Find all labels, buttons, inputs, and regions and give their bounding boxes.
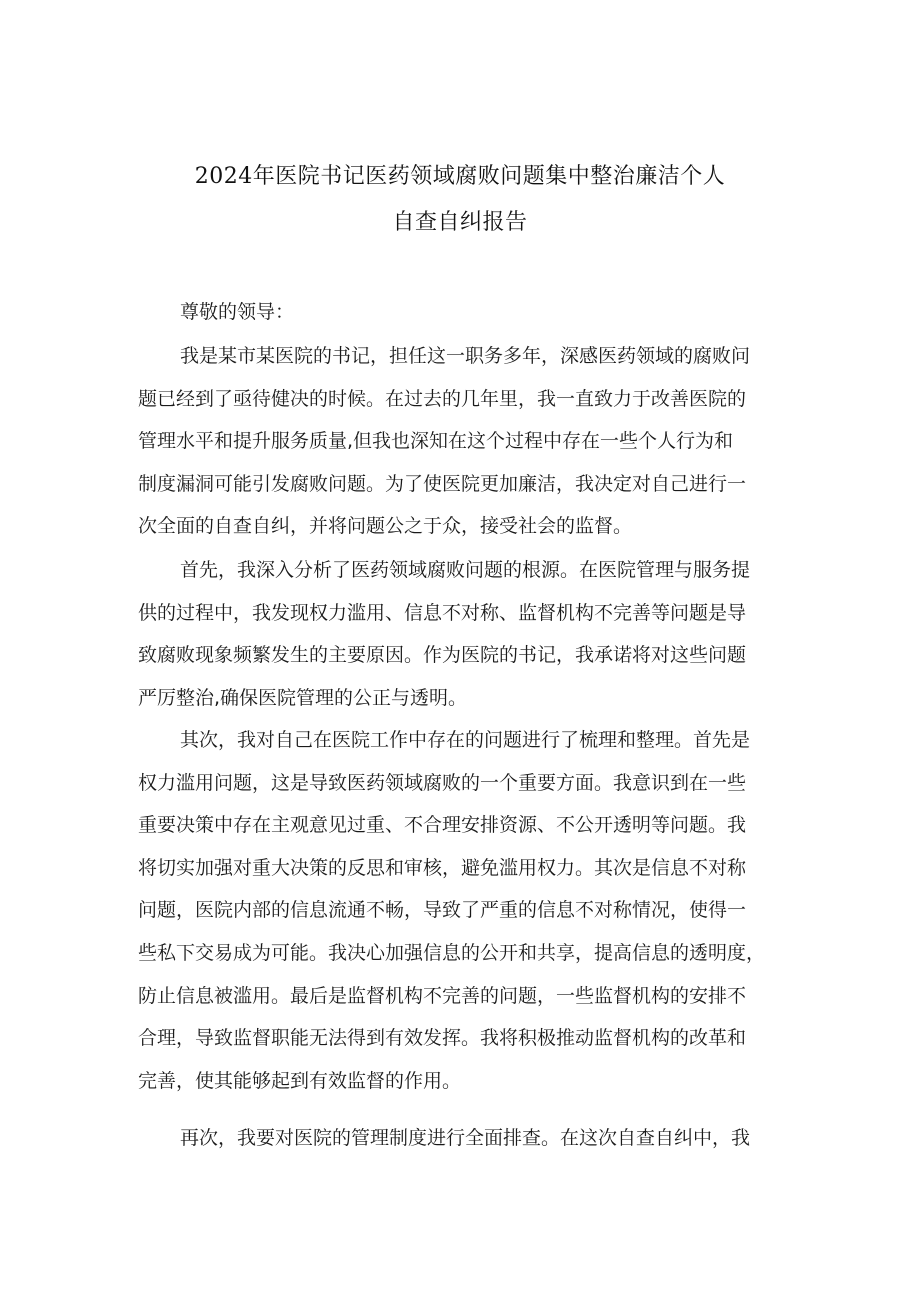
paragraph-line: 供的过程中，我发现权力滥用、信息不对称、监督机构不完善等问题是导 — [138, 601, 747, 624]
document-title-line-2: 自查自纠报告 — [392, 210, 528, 235]
salutation: 尊敬的领导： — [180, 301, 295, 323]
paragraph-line: 问题，医院内部的信息流通不畅，导致了严重的信息不对称情况，使得一 — [138, 899, 747, 922]
paragraph-3 — [138, 719, 788, 1102]
paragraph-line: 我是某市某医院的书记，担任这一职务多年，深感医药领域的腐败问 — [180, 345, 751, 367]
paragraph-line: 防止信息被滥用。最后是监督机构不完善的问题，一些监督机构的安排不 — [138, 984, 747, 1007]
paragraph-line: 次全面的自查自纠，并将问题公之于众，接受社会的监督。 — [138, 515, 633, 538]
document-title-line-1: 2024年医院书记医药领域腐败问题集中整治廉洁个人 — [194, 164, 726, 189]
paragraph-line: 权力滥用问题，这是导致医药领域腐败的一个重要方面。我意识到在一些 — [138, 771, 747, 794]
paragraph-line: 严厉整治,确保医院管理的公正与透明。 — [138, 686, 468, 709]
paragraph-line: 首先，我深入分析了医药领域腐败问题的根源。在医院管理与服务提 — [180, 559, 751, 581]
paragraph-line: 完善，使其能够起到有效监督的作用。 — [138, 1069, 462, 1092]
paragraph-line: 题已经到了亟待健决的时候。在过去的几年里，我一直致力于改善医院的 — [138, 387, 747, 410]
paragraph-line: 制度漏洞可能引发腐败问题。为了使医院更加廉洁，我决定对自己进行一 — [138, 472, 747, 495]
paragraph-4 — [138, 1117, 788, 1160]
paragraph-2 — [138, 549, 788, 719]
paragraph-line: 其次，我对自己在医院工作中存在的问题进行了梳理和整理。首先是 — [180, 729, 751, 751]
paragraph-1 — [138, 335, 788, 548]
paragraph-line: 重要决策中存在主观意见过重、不合理安排资源、不公开透明等问题。我 — [138, 814, 747, 837]
paragraph-line: 管理水平和提升服务质量,但我也深知在这个过程中存在一些个人行为和 — [138, 430, 734, 453]
paragraph-line: 些私下交易成为可能。我决心加强信息的公开和共享，提高信息的透明度， — [138, 941, 766, 964]
paragraph-line: 致腐败现象频繁发生的主要原因。作为医院的书记，我承诺将对这些问题 — [138, 644, 747, 667]
paragraph-line: 将切实加强对重大决策的反思和审核，避免滥用权力。其次是信息不对称 — [138, 856, 747, 879]
paragraph-line: 再次，我要对医院的管理制度进行全面排查。在这次自查自纠中，我 — [180, 1127, 751, 1149]
paragraph-line: 合理，导致监督职能无法得到有效发挥。我将积极推动监督机构的改革和 — [138, 1027, 747, 1050]
